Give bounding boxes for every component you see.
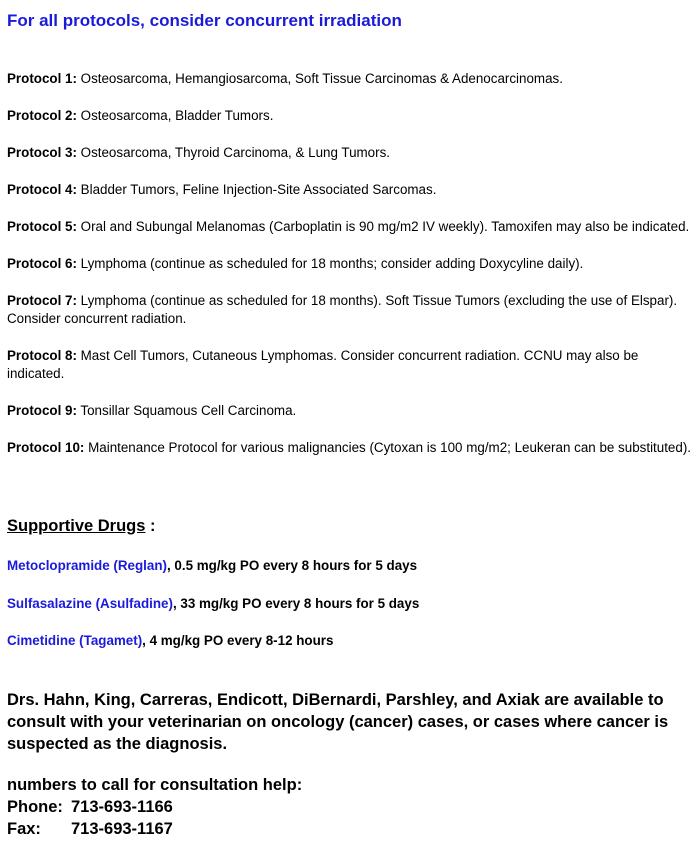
- headline: For all protocols, consider concurrent irradiation: [7, 11, 402, 30]
- protocol-text: Bladder Tumors, Feline Injection-Site Associated Sarcomas.: [76, 182, 437, 197]
- protocol-item: [7, 107, 693, 125]
- supportive-drugs-heading: [7, 517, 156, 536]
- protocol-label: Protocol 2:: [7, 108, 77, 123]
- protocol-label: Protocol 8:: [7, 348, 77, 363]
- protocol-label: Protocol 9:: [7, 403, 77, 418]
- protocol-item: [7, 402, 693, 420]
- protocol-label: Protocol 7:: [7, 293, 77, 308]
- protocol-item: [7, 70, 693, 88]
- fax-number: 713-693-1167: [71, 820, 173, 838]
- protocol-text: Osteosarcoma, Bladder Tumors.: [76, 108, 274, 123]
- protocol-item: [7, 439, 693, 457]
- protocol-item: [7, 347, 693, 383]
- drug-dose: , 4 mg/kg PO every 8-12 hours: [142, 633, 334, 648]
- protocol-text: Osteosarcoma, Hemangiosarcoma, Soft Tissue Carcinomas & Adenocarcinomas.: [76, 71, 563, 86]
- phone-line: [7, 796, 302, 818]
- protocol-text: Mast Cell Tumors, Cutaneous Lymphomas. Consider concurrent radiation. CCNU may also be indicated.: [7, 348, 639, 381]
- protocol-text: Maintenance Protocol for various malignancies (Cytoxan is 100 mg/m2; Leukeran can be substituted).: [84, 440, 692, 455]
- protocol-item: [7, 292, 693, 328]
- drug-item: [7, 633, 333, 648]
- protocol-label: Protocol 4:: [7, 182, 77, 197]
- protocol-label: Protocol 6:: [7, 256, 77, 271]
- drug-dose: , 33 mg/kg PO every 8 hours for 5 days: [172, 596, 420, 611]
- drug-name: Cimetidine (Tagamet): [7, 633, 143, 648]
- phone-number: 713-693-1166: [71, 798, 173, 816]
- protocol-label: Protocol 1:: [7, 71, 77, 86]
- drug-item: [7, 558, 417, 573]
- protocol-text: Lymphoma (continue as scheduled for 18 months; consider adding Doxycyline daily).: [76, 256, 584, 271]
- protocol-label: Protocol 5:: [7, 219, 77, 234]
- fax-line: [7, 818, 302, 840]
- protocol-item: [7, 144, 693, 162]
- protocol-label: Protocol 3:: [7, 145, 77, 160]
- protocol-text: Oral and Subungal Melanomas (Carboplatin is 90 mg/m2 IV weekly). Tamoxifen may also be indicated.: [76, 219, 690, 234]
- contact-intro: numbers to call for consultation help:: [7, 776, 303, 794]
- consult-paragraph: Drs. Hahn, King, Carreras, Endicott, DiBernardi, Parshley, and Axiak are available to consult with your veterinarian on oncology (cancer) cases, or cases where cancer is suspected as the diagnosis.: [7, 691, 669, 753]
- protocol-list: [7, 70, 693, 476]
- protocol-label: Protocol 10:: [7, 440, 85, 455]
- fax-label: Fax:: [7, 820, 41, 838]
- protocol-text: Lymphoma (continue as scheduled for 18 months). Soft Tissue Tumors (excluding the use of Elspar). Consider concurrent radiation.: [7, 293, 678, 326]
- protocol-item: [7, 255, 693, 273]
- protocol-text: Tonsillar Squamous Cell Carcinoma.: [76, 403, 297, 418]
- protocol-item: [7, 218, 693, 236]
- drug-name: Metoclopramide (Reglan): [7, 558, 167, 573]
- protocol-item: [7, 181, 693, 199]
- supportive-heading-text: Supportive Drugs: [7, 517, 146, 535]
- contact-block: [7, 774, 302, 840]
- drug-name: Sulfasalazine (Asulfadine): [7, 596, 173, 611]
- drug-item: [7, 596, 419, 611]
- drug-dose: , 0.5 mg/kg PO every 8 hours for 5 days: [166, 558, 418, 573]
- supportive-heading-suffix: :: [145, 517, 156, 535]
- protocol-text: Osteosarcoma, Thyroid Carcinoma, & Lung Tumors.: [76, 145, 391, 160]
- phone-label: Phone:: [7, 798, 63, 816]
